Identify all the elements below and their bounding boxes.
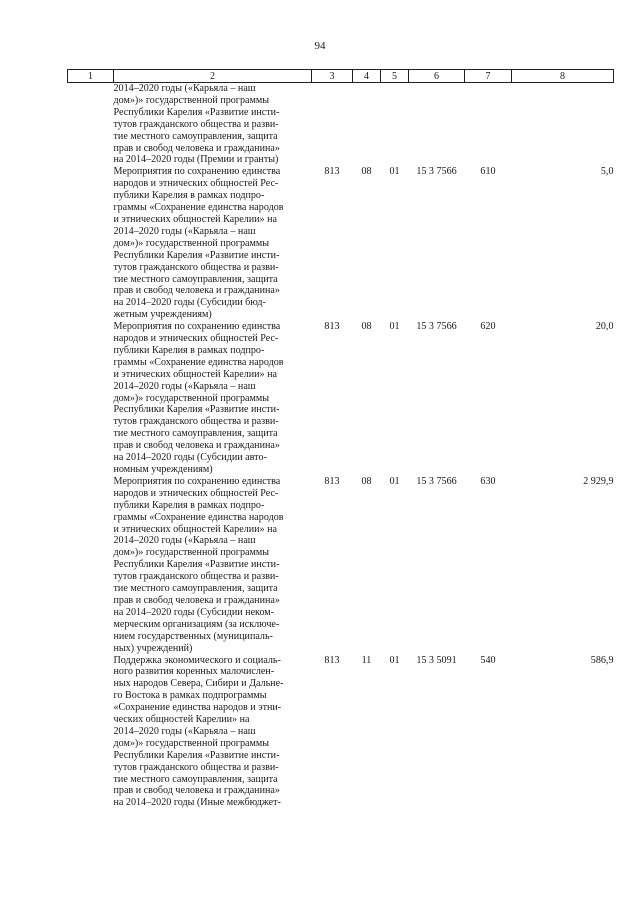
ministry-code: 813 [324, 654, 340, 666]
column-header-8: 8 [512, 70, 614, 83]
table-header-row [68, 70, 614, 83]
column-header-3: 3 [312, 70, 353, 83]
description-line: прав и свобод человека и гражданина» [113, 440, 280, 452]
description-line: на 2014–2020 годы (Иные межбюджет- [113, 797, 281, 809]
ministry-code: 813 [324, 166, 340, 178]
description-line: дом»)» государственной программы [113, 392, 270, 404]
ministry-code: 813 [324, 475, 340, 487]
expense-type-code [465, 83, 512, 167]
amount-value: 20,0 [595, 321, 614, 333]
section-code: 11 [361, 654, 372, 666]
expense-type-code: 630 [480, 475, 496, 487]
amount-value: 5,0 [600, 166, 614, 178]
description-line: народов и этнических общностей Рес- [113, 487, 279, 499]
description-line: тие местного самоуправления, защита [113, 273, 278, 285]
description-line: Республики Карелия «Развитие инсти- [113, 249, 280, 261]
subsection-code: 01 [389, 475, 400, 487]
row-col1-empty [68, 166, 114, 321]
description-line: жетным учреждениям) [113, 309, 212, 321]
description-line: дом»)» государственной программы [113, 737, 270, 749]
expense-type-code: 620 [480, 321, 496, 333]
description-line: Республики Карелия «Развитие инсти- [113, 559, 280, 571]
description-line: дом»)» государственной программы [113, 547, 270, 559]
description-line: тие местного самоуправления, защита [113, 130, 278, 142]
description-line: номным учреждениям) [113, 464, 213, 475]
column-header-6: 6 [409, 70, 465, 83]
description-line: нием государственных (муниципаль- [113, 630, 273, 642]
table-body [68, 83, 614, 810]
description-line: Республики Карелия «Развитие инсти- [113, 749, 280, 761]
description-line: прав и свобод человека и гражданина» [113, 285, 280, 297]
row-col1-empty [68, 655, 114, 810]
target-article-code: 15 3 7566 [416, 475, 457, 487]
description-line: прав и свобод человека и гражданина» [113, 785, 280, 797]
description-line: прав и свобод человека и гражданина» [113, 594, 280, 606]
subsection-code: 01 [389, 654, 400, 666]
description-line: дом»)» государственной программы [113, 94, 270, 106]
description-line: и этнических общностей Карелии» на [113, 523, 277, 535]
description-line: тутов гражданского общества и разви- [113, 571, 279, 583]
row-description [114, 476, 312, 655]
description-line: тутов гражданского общества и разви- [113, 118, 279, 130]
description-line: на 2014–2020 годы (Премии и гранты) [113, 154, 279, 166]
description-line: дом»)» государственной программы [113, 237, 270, 249]
description-line: тутов гражданского общества и разви- [113, 761, 279, 773]
description-line: и этнических общностей Карелии» на [113, 368, 277, 380]
description-line: «Сохранение единства народов и этни- [113, 702, 282, 714]
section-code: 08 [361, 475, 372, 487]
row-col1-empty [68, 321, 114, 476]
description-line: ческих общностей Карелии» на [113, 714, 250, 726]
description-line: публики Карелия в рамках подпро- [113, 344, 265, 356]
description-line: на 2014–2020 годы (Субсидии авто- [113, 452, 267, 464]
description-line: тие местного самоуправления, защита [113, 428, 278, 440]
row-description [114, 83, 312, 167]
description-line: 2014–2020 годы («Карьяла – наш [113, 225, 256, 237]
column-header-4: 4 [353, 70, 381, 83]
description-line: 2014–2020 годы («Карьяла – наш [113, 535, 256, 547]
description-line: публики Карелия в рамках подпро- [113, 499, 265, 511]
description-line: 2014–2020 годы («Карьяла – наш [113, 83, 256, 94]
table-row [68, 83, 614, 167]
description-line: 2014–2020 годы («Карьяла – наш [113, 380, 256, 392]
target-article-code: 15 3 5091 [416, 654, 457, 666]
section-code [353, 83, 381, 167]
row-description [114, 321, 312, 476]
description-line: ных) учреждений) [113, 642, 193, 654]
description-line: тутов гражданского общества и разви- [113, 261, 279, 273]
column-header-2: 2 [114, 70, 312, 83]
expense-type-code: 610 [480, 166, 496, 178]
description-line: Республики Карелия «Развитие инсти- [113, 106, 280, 118]
description-line: Поддержка экономического и социаль- [113, 654, 281, 666]
section-code: 08 [361, 321, 372, 333]
description-line: и этнических общностей Карелии» на [113, 213, 277, 225]
description-line: тие местного самоуправления, защита [113, 773, 278, 785]
description-line: 2014–2020 годы («Карьяла – наш [113, 725, 256, 737]
description-line: Мероприятия по сохранению единства [113, 321, 281, 333]
description-line: тие местного самоуправления, защита [113, 583, 278, 595]
page-number: 94 [314, 40, 326, 52]
row-col1-empty [68, 476, 114, 655]
description-line: ных народов Севера, Сибири и Дальне- [113, 678, 284, 690]
target-article-code [409, 83, 465, 167]
description-line: граммы «Сохранение единства народов [113, 356, 284, 368]
description-line: Республики Карелия «Развитие инсти- [113, 404, 280, 416]
description-line: народов и этнических общностей Рес- [113, 333, 279, 345]
amount-value: 586,9 [590, 654, 614, 666]
description-line: Мероприятия по сохранению единства [113, 475, 281, 487]
description-line: граммы «Сохранение единства народов [113, 202, 284, 214]
amount-value: 2 929,9 [583, 475, 614, 487]
description-line: го Востока в рамках подпрограммы [113, 690, 267, 702]
subsection-code [381, 83, 409, 167]
ministry-code: 813 [324, 321, 340, 333]
ministry-code [312, 83, 353, 167]
description-line: Мероприятия по сохранению единства [113, 166, 281, 178]
table-row [68, 166, 614, 321]
description-line: тутов гражданского общества и разви- [113, 416, 279, 428]
description-line: публики Карелия в рамках подпро- [113, 190, 265, 202]
subsection-code: 01 [389, 166, 400, 178]
table-row [68, 655, 614, 810]
budget-table [67, 69, 614, 809]
target-article-code: 15 3 7566 [416, 166, 457, 178]
section-code: 08 [361, 166, 372, 178]
description-line: мерческим организациям (за исключе- [113, 618, 280, 630]
expense-type-code: 540 [480, 654, 496, 666]
subsection-code: 01 [389, 321, 400, 333]
description-line: прав и свобод человека и гражданина» [113, 142, 280, 154]
row-col1-empty [68, 83, 114, 167]
description-line: граммы «Сохранение единства народов [113, 511, 284, 523]
column-header-1: 1 [68, 70, 114, 83]
column-header-5: 5 [381, 70, 409, 83]
description-line: народов и этнических общностей Рес- [113, 178, 279, 190]
description-line: ного развития коренных малочислен- [113, 666, 275, 678]
row-description [114, 655, 312, 810]
target-article-code: 15 3 7566 [416, 321, 457, 333]
table-row [68, 476, 614, 655]
column-header-7: 7 [465, 70, 512, 83]
description-line: на 2014–2020 годы (Субсидии бюд- [113, 297, 266, 309]
description-line: на 2014–2020 годы (Субсидии неком- [113, 606, 275, 618]
row-description [114, 166, 312, 321]
table-row [68, 321, 614, 476]
amount-value [512, 83, 614, 167]
